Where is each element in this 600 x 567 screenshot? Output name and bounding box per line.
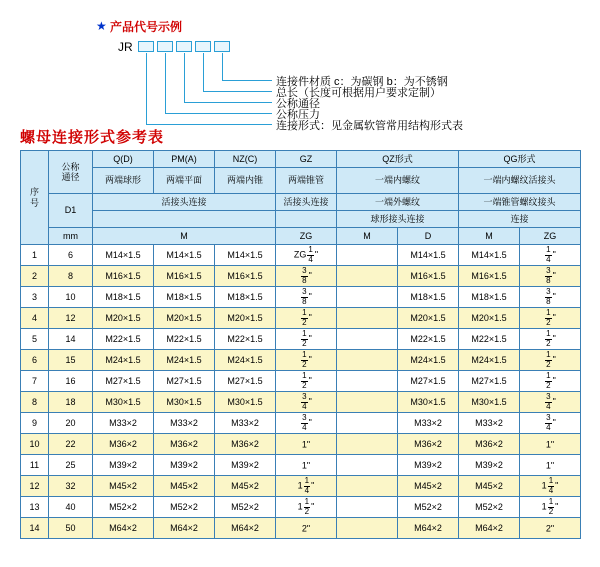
legend-label-material: 连接件材质 c：为碳钢 b：为不锈钢 [276,76,448,88]
cell-seq: 2 [21,266,49,287]
cell-gz-zg: 1 $\frac{1}{4}$ " [276,476,337,497]
table-row [21,476,581,497]
cell-seq: 5 [21,329,49,350]
table-row [21,371,581,392]
code-box-2 [157,41,173,52]
legend-label-nominal-diameter: 公称通径 [276,98,320,110]
cell-nzc-m: M39×2 [215,455,276,476]
cell-qd-m: M16×1.5 [93,266,154,287]
cell-seq: 3 [21,287,49,308]
cell-qg-m: M45×2 [459,476,520,497]
cell-qg-zg: $\frac{1}{4}$ " [520,245,581,266]
cell-gz-zg: $\frac{3}{8}$ " [276,266,337,287]
cell-dn: 32 [49,476,93,497]
leader-line-h-4 [165,113,272,114]
star-icon: ★ [96,19,107,33]
cell-seq: 8 [21,392,49,413]
cell-pma-m: M52×2 [154,497,215,518]
cell-qz-m [337,308,398,329]
header-row-thread [21,228,581,245]
cell-qg-m: M52×2 [459,497,520,518]
cell-pma-m: M16×1.5 [154,266,215,287]
cell-gz-zg: 2" [276,518,337,539]
code-box-5 [214,41,230,52]
cell-pma-m: M18×1.5 [154,287,215,308]
cell-qz-d: M16×1.5 [398,266,459,287]
cell-seq: 9 [21,413,49,434]
header-group-code-qd: Q(D) [93,151,154,168]
table-row [21,308,581,329]
cell-qz-d: M36×2 [398,434,459,455]
cell-pma-m: M64×2 [154,518,215,539]
table-header [21,151,581,245]
header-dn-unit: mm [49,228,93,245]
cell-gz-zg: $\frac{3}{4}$ " [276,392,337,413]
leader-line-h-2 [203,91,272,92]
header-seq: 序 号 [21,151,49,245]
header-type-qg-1: 一端内螺纹活接头 [459,168,581,194]
code-prefix-label: JR [118,40,133,54]
cell-nzc-m: M45×2 [215,476,276,497]
nut-connection-table [20,150,581,539]
cell-qz-m [337,371,398,392]
legend-label-length: 总长（长度可根据用户要求定制） [276,87,441,99]
cell-pma-m: M27×1.5 [154,371,215,392]
cell-pma-m: M14×1.5 [154,245,215,266]
code-box-4 [195,41,211,52]
cell-seq: 11 [21,455,49,476]
cell-qz-m [337,455,398,476]
cell-qg-m: M16×1.5 [459,266,520,287]
cell-seq: 7 [21,371,49,392]
cell-gz-zg: 1" [276,455,337,476]
leader-line-h-5 [146,124,272,125]
cell-seq: 4 [21,308,49,329]
header-joint-gz: 活接头连接 [276,194,337,211]
cell-qz-m [337,434,398,455]
header-thread-m: M [93,228,276,245]
cell-nzc-m: M36×2 [215,434,276,455]
cell-qd-m: M36×2 [93,434,154,455]
cell-qd-m: M45×2 [93,476,154,497]
leader-line-v-5 [146,53,147,124]
header-joint-qg: 连接 [459,211,581,228]
header-thread-qg-m: M [459,228,520,245]
cell-dn: 6 [49,245,93,266]
cell-nzc-m: M18×1.5 [215,287,276,308]
header-blank-2 [276,211,337,228]
cell-seq: 1 [21,245,49,266]
cell-qg-zg: $\frac{1}{2}$ " [520,329,581,350]
cell-qz-m [337,518,398,539]
cell-qd-m: M18×1.5 [93,287,154,308]
cell-qd-m: M52×2 [93,497,154,518]
table-row [21,434,581,455]
cell-pma-m: M39×2 [154,455,215,476]
header-type-pma: 两端平面 [154,168,215,194]
cell-qd-m: M27×1.5 [93,371,154,392]
cell-qz-m [337,476,398,497]
header-type-qd: 两端球形 [93,168,154,194]
cell-qz-m [337,497,398,518]
header-thread-qg-zg: ZG [520,228,581,245]
cell-pma-m: M45×2 [154,476,215,497]
header-type-qz-2: 一端外螺纹 [337,194,459,211]
cell-pma-m: M22×1.5 [154,329,215,350]
cell-qz-m [337,392,398,413]
cell-qz-d: M33×2 [398,413,459,434]
table-row [21,497,581,518]
cell-qg-m: M24×1.5 [459,350,520,371]
cell-seq: 12 [21,476,49,497]
cell-dn: 10 [49,287,93,308]
cell-nzc-m: M14×1.5 [215,245,276,266]
cell-gz-zg: $\frac{3}{8}$ " [276,287,337,308]
header-thread-qz-d: D [398,228,459,245]
header-group-code-pma: PM(A) [154,151,215,168]
cell-seq: 14 [21,518,49,539]
cell-dn: 14 [49,329,93,350]
cell-qd-m: M24×1.5 [93,350,154,371]
cell-nzc-m: M64×2 [215,518,276,539]
header-group-code-gz: GZ [276,151,337,168]
header-joint-qz: 球形接头连接 [337,211,459,228]
cell-qz-d: M39×2 [398,455,459,476]
table-row [21,413,581,434]
cell-qd-m: M33×2 [93,413,154,434]
cell-qd-m: M39×2 [93,455,154,476]
cell-nzc-m: M20×1.5 [215,308,276,329]
cell-qz-d: M22×1.5 [398,329,459,350]
table-row [21,518,581,539]
cell-qg-m: M36×2 [459,434,520,455]
cell-gz-zg: 1" [276,434,337,455]
leader-line-v-3 [184,53,185,102]
header-type-qz-1: 一端内螺纹 [337,168,459,194]
cell-qz-d: M20×1.5 [398,308,459,329]
cell-qd-m: M20×1.5 [93,308,154,329]
cell-qz-m [337,266,398,287]
cell-dn: 25 [49,455,93,476]
header-type-qg-2: 一端锥管螺纹接头 [459,194,581,211]
table-row [21,287,581,308]
table-body [21,245,581,539]
leader-line-v-2 [203,53,204,91]
header-row-type [21,168,581,194]
cell-gz-zg: $\frac{3}{4}$ " [276,413,337,434]
cell-dn: 50 [49,518,93,539]
cell-qz-m [337,350,398,371]
header-thread-zg: ZG [276,228,337,245]
legend-label-connection-type: 连接形式：见金属软管常用结构形式表 [276,120,463,132]
cell-nzc-m: M24×1.5 [215,350,276,371]
cell-gz-zg: $\frac{1}{2}$ " [276,329,337,350]
table-row [21,455,581,476]
cell-qd-m: M30×1.5 [93,392,154,413]
cell-gz-zg: $\frac{1}{2}$ " [276,350,337,371]
cell-qg-zg: $\frac{3}{8}$ " [520,266,581,287]
leader-line-h-3 [184,102,272,103]
cell-qg-zg: $\frac{3}{8}$ " [520,287,581,308]
cell-dn: 8 [49,266,93,287]
leader-line-v-4 [165,53,166,113]
cell-qg-m: M18×1.5 [459,287,520,308]
header-blank-1 [93,211,276,228]
cell-qz-d: M14×1.5 [398,245,459,266]
header-type-gz: 两端锥管 [276,168,337,194]
header-joint-qd: 活接头连接 [93,194,276,211]
table-row [21,245,581,266]
header-dn: 公称 通径 [49,151,93,194]
leader-line-v-1 [222,53,223,80]
leader-line-h-1 [222,80,272,81]
cell-qd-m: M64×2 [93,518,154,539]
cell-dn: 40 [49,497,93,518]
cell-qg-zg: 1" [520,434,581,455]
cell-seq: 13 [21,497,49,518]
cell-pma-m: M20×1.5 [154,308,215,329]
cell-dn: 22 [49,434,93,455]
cell-qg-m: M33×2 [459,413,520,434]
cell-qg-zg: $\frac{1}{2}$ " [520,371,581,392]
code-box-3 [176,41,192,52]
table-row [21,392,581,413]
header-row-joint2 [21,211,581,228]
cell-qg-m: M64×2 [459,518,520,539]
cell-dn: 20 [49,413,93,434]
cell-qg-zg: $\frac{3}{4}$ " [520,413,581,434]
cell-nzc-m: M33×2 [215,413,276,434]
cell-qg-zg: 1" [520,455,581,476]
cell-qg-m: M27×1.5 [459,371,520,392]
cell-qz-d: M27×1.5 [398,371,459,392]
cell-qd-m: M14×1.5 [93,245,154,266]
cell-pma-m: M33×2 [154,413,215,434]
cell-nzc-m: M52×2 [215,497,276,518]
cell-qz-d: M64×2 [398,518,459,539]
header-row-joint [21,194,581,211]
cell-qz-d: M30×1.5 [398,392,459,413]
cell-gz-zg: $\frac{1}{2}$ " [276,308,337,329]
cell-pma-m: M30×1.5 [154,392,215,413]
header-group-code-qz: QZ形式 [337,151,459,168]
cell-qg-zg: $\frac{1}{2}$ " [520,350,581,371]
cell-seq: 6 [21,350,49,371]
header-group-code-qg: QG形式 [459,151,581,168]
cell-qg-m: M22×1.5 [459,329,520,350]
cell-seq: 10 [21,434,49,455]
cell-qz-m [337,413,398,434]
cell-nzc-m: M22×1.5 [215,329,276,350]
cell-dn: 18 [49,392,93,413]
cell-qz-m [337,245,398,266]
cell-nzc-m: M16×1.5 [215,266,276,287]
cell-qd-m: M22×1.5 [93,329,154,350]
cell-gz-zg: ZG $\frac{1}{4}$ " [276,245,337,266]
cell-qz-d: M45×2 [398,476,459,497]
cell-dn: 12 [49,308,93,329]
header-thread-qz-m: M [337,228,398,245]
legend-title: 产品代号示例 [110,20,183,34]
cell-pma-m: M24×1.5 [154,350,215,371]
legend-label-nominal-pressure: 公称压力 [276,109,320,121]
cell-nzc-m: M27×1.5 [215,371,276,392]
cell-qz-m [337,287,398,308]
cell-qg-m: M39×2 [459,455,520,476]
header-group-code-nzc: NZ(C) [215,151,276,168]
table-row [21,350,581,371]
header-type-nzc: 两端内锥 [215,168,276,194]
cell-gz-zg: $\frac{1}{2}$ " [276,371,337,392]
product-code-legend [0,0,600,132]
cell-dn: 16 [49,371,93,392]
page-title: 螺母连接形式参考表 [20,129,165,146]
cell-qg-m: M30×1.5 [459,392,520,413]
cell-nzc-m: M30×1.5 [215,392,276,413]
cell-gz-zg: 1 $\frac{1}{2}$ " [276,497,337,518]
header-dn-sub: D1 [49,194,93,228]
cell-qg-zg: $\frac{3}{4}$ " [520,392,581,413]
cell-pma-m: M36×2 [154,434,215,455]
header-row-code [21,151,581,168]
code-box-1 [138,41,154,52]
cell-qz-m [337,329,398,350]
cell-qz-d: M18×1.5 [398,287,459,308]
table-row [21,266,581,287]
cell-qg-zg: 1 $\frac{1}{2}$ " [520,497,581,518]
cell-qg-zg: 2" [520,518,581,539]
cell-qg-zg: $\frac{1}{2}$ " [520,308,581,329]
cell-qg-zg: 1 $\frac{1}{4}$ " [520,476,581,497]
cell-qz-d: M52×2 [398,497,459,518]
cell-dn: 15 [49,350,93,371]
cell-qg-m: M20×1.5 [459,308,520,329]
table-row [21,329,581,350]
cell-qg-m: M14×1.5 [459,245,520,266]
cell-qz-d: M24×1.5 [398,350,459,371]
